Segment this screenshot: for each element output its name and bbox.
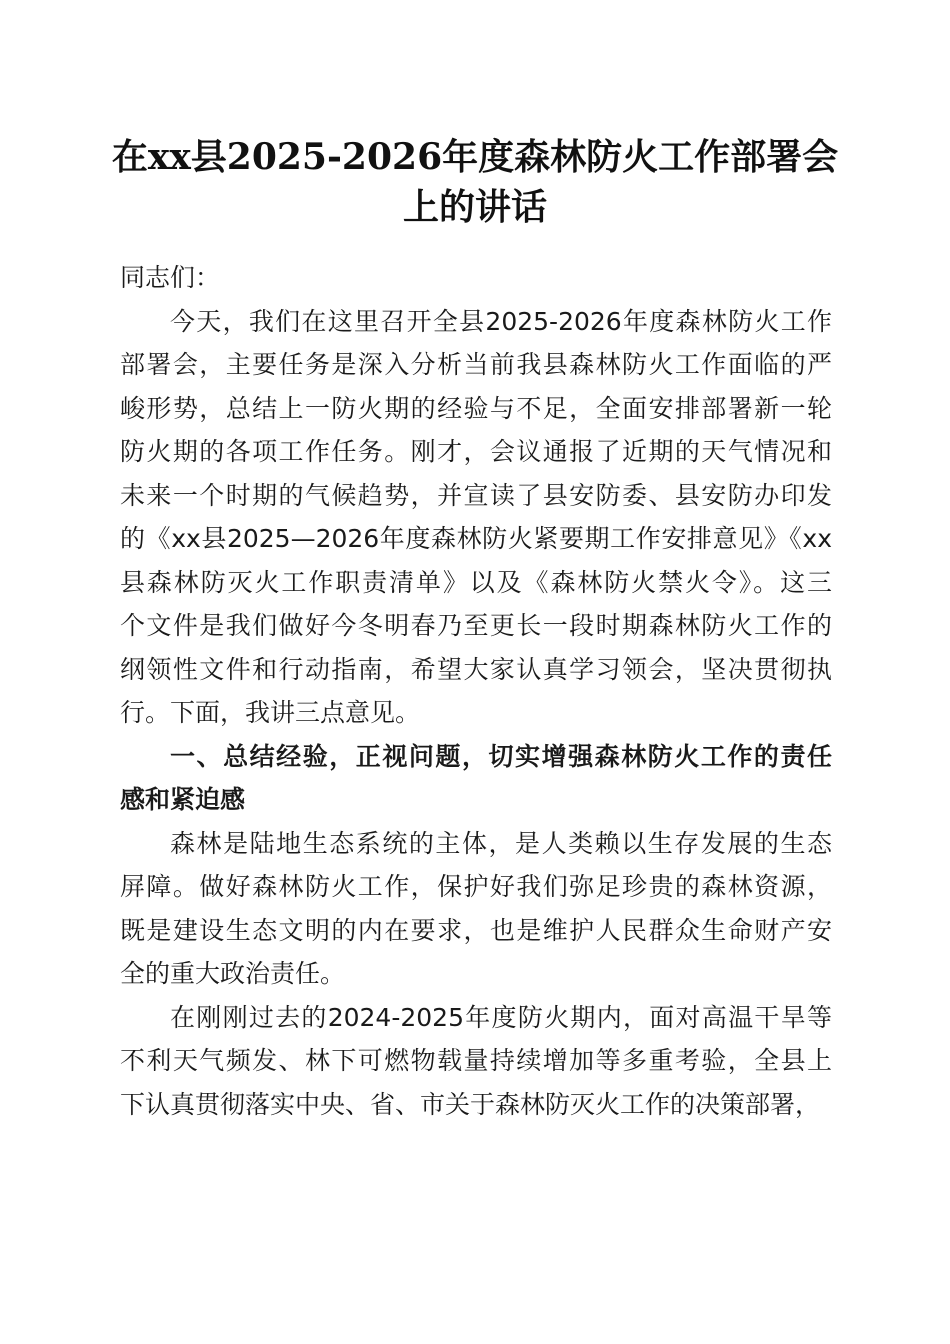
paragraph-opening <box>120 300 832 735</box>
document-title <box>100 132 850 232</box>
paragraph-line: 既是建设生态文明的内在要求，也是维护人民群众生命财产安 <box>120 915 832 945</box>
heading-line: 一、总结经验，正视问题，切实增强森林防火工作的责任 <box>170 741 832 771</box>
heading-line: 感和紧迫感 <box>120 785 246 814</box>
paragraph-line: 在刚刚过去的2024-2025年度防火期内，面对高温干旱等 <box>170 1002 832 1032</box>
salutation: 同志们： <box>120 263 221 292</box>
title-line-1: 在xx县2025-2026年度森林防火工作部署会 <box>111 136 839 178</box>
paragraph-line: 峻形势，总结上一防火期的经验与不足，全面安排部署新一轮 <box>120 393 832 423</box>
paragraph-line: 屏障。做好森林防火工作，保护好我们弥足珍贵的森林资源， <box>120 872 832 901</box>
paragraph-line: 不利天气频发、林下可燃物载量持续增加等多重考验，全县上 <box>120 1046 832 1075</box>
paragraph-line: 防火期的各项工作任务。刚才，会议通报了近期的天气情况和 <box>120 437 832 466</box>
paragraph-line: 全的重大政治责任。 <box>120 959 346 988</box>
paragraph-line: 个文件是我们做好今冬明春乃至更长一段时期森林防火工作的 <box>120 611 832 640</box>
paragraph-line: 今天，我们在这里召开全县2025-2026年度森林防火工作 <box>170 306 832 336</box>
paragraph-line: 行。下面，我讲三点意见。 <box>120 698 421 727</box>
paragraph-line: 森林是陆地生态系统的主体，是人类赖以生存发展的生态 <box>170 828 832 858</box>
document-body <box>120 256 832 1126</box>
paragraph-forest-importance <box>120 822 832 996</box>
paragraph-line: 的《xx县2025—2026年度森林防火紧要期工作安排意见》《xx <box>120 524 832 553</box>
section-heading-1 <box>120 735 832 822</box>
paragraph-line: 未来一个时期的气候趋势，并宣读了县安防委、县安防办印发 <box>120 480 832 510</box>
paragraph-past-season <box>120 996 832 1127</box>
paragraph-line: 县森林防灭火工作职责清单》以及《森林防火禁火令》。这三 <box>120 567 832 597</box>
title-line-2: 上的讲话 <box>402 186 547 228</box>
paragraph-line: 部署会，主要任务是深入分析当前我县森林防火工作面临的严 <box>120 350 832 379</box>
paragraph-line: 纲领性文件和行动指南，希望大家认真学习领会，坚决贯彻执 <box>120 654 832 684</box>
paragraph-line: 下认真贯彻落实中央、省、市关于森林防灭火工作的决策部署， <box>120 1089 821 1119</box>
